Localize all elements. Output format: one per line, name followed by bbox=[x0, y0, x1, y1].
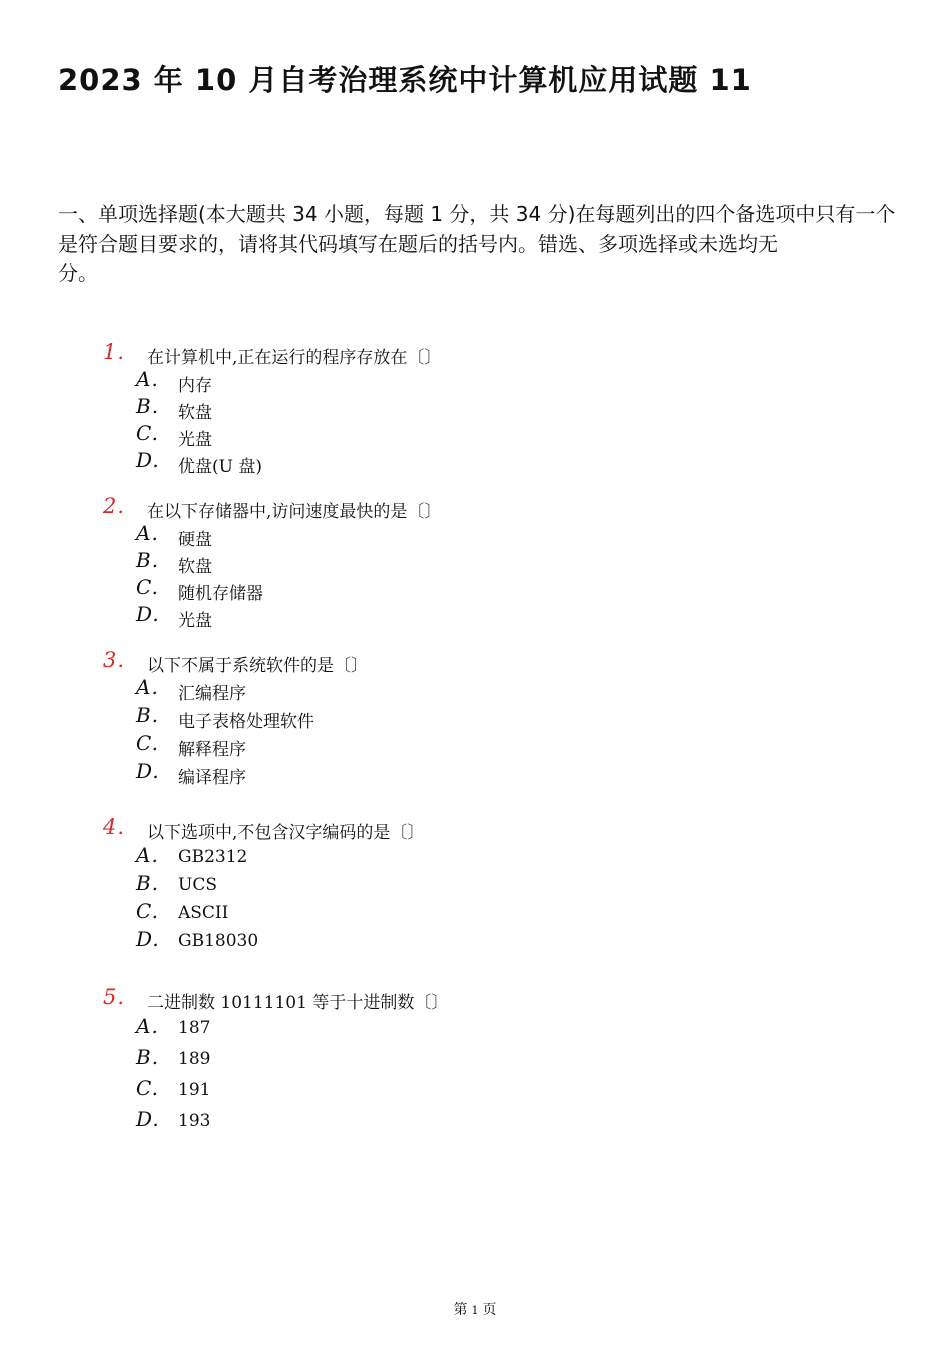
option-a bbox=[103, 1014, 803, 1045]
option-b bbox=[103, 548, 803, 575]
option-text: 187 bbox=[178, 1018, 211, 1038]
page-number: 1 bbox=[471, 1304, 479, 1317]
option-text: 解释程序 bbox=[178, 740, 246, 760]
question-2 bbox=[103, 494, 803, 629]
option-text: 软盘 bbox=[178, 557, 212, 577]
option-text: 光盘 bbox=[178, 430, 212, 450]
option-d bbox=[103, 602, 803, 629]
option-letter: B. bbox=[136, 1045, 160, 1069]
option-letter: A. bbox=[136, 521, 159, 545]
question-4 bbox=[103, 815, 803, 955]
page-footer bbox=[0, 1299, 950, 1319]
option-c bbox=[103, 731, 803, 759]
option-b bbox=[103, 703, 803, 731]
option-letter: D. bbox=[136, 602, 160, 626]
question-text: 在以下存储器中,访问速度最快的是〔〕 bbox=[147, 502, 442, 522]
option-letter: C. bbox=[136, 731, 159, 755]
question-number: 2. bbox=[103, 494, 126, 518]
option-c bbox=[103, 421, 803, 448]
option-d bbox=[103, 927, 803, 955]
option-text: 内存 bbox=[178, 376, 212, 396]
option-text: 光盘 bbox=[178, 611, 212, 631]
option-letter: C. bbox=[136, 575, 159, 599]
question-3 bbox=[103, 648, 803, 787]
option-text: GB2312 bbox=[178, 847, 248, 867]
footer-prefix: 第 bbox=[453, 1302, 468, 1318]
section-intro-main: 一、单项选择题(本大题共 34 小题，每题 1 分，共 34 分)在每题列出的四个备选项中只有一个是符合题目要求的，请将其代码填写在题后的括号内。错选、多项选择或未选均无 bbox=[58, 202, 896, 256]
option-text: UCS bbox=[178, 875, 217, 895]
option-a bbox=[103, 675, 803, 703]
option-text: 193 bbox=[178, 1111, 211, 1131]
option-letter: B. bbox=[136, 394, 160, 418]
option-letter: A. bbox=[136, 1014, 159, 1038]
option-letter: B. bbox=[136, 548, 160, 572]
option-text: 编译程序 bbox=[178, 768, 246, 788]
option-letter: A. bbox=[136, 367, 159, 391]
option-c bbox=[103, 575, 803, 602]
option-text: 189 bbox=[178, 1049, 211, 1069]
option-text: ASCII bbox=[178, 903, 229, 923]
question-5 bbox=[103, 985, 803, 1138]
option-text: 软盘 bbox=[178, 403, 212, 423]
question-number: 3. bbox=[103, 648, 126, 672]
option-a bbox=[103, 843, 803, 871]
option-letter: C. bbox=[136, 1076, 159, 1100]
document-title: 2023 年 10 月自考治理系统中计算机应用试题 11 bbox=[58, 63, 752, 97]
section-intro bbox=[58, 200, 900, 289]
section-intro-continuation: 分。 bbox=[58, 261, 98, 285]
option-b bbox=[103, 394, 803, 421]
option-text: 硬盘 bbox=[178, 530, 212, 550]
option-b bbox=[103, 1045, 803, 1076]
question-text: 以下不属于系统软件的是〔〕 bbox=[147, 656, 368, 676]
question-1 bbox=[103, 340, 803, 475]
option-letter: B. bbox=[136, 703, 160, 727]
option-letter: A. bbox=[136, 675, 159, 699]
option-a bbox=[103, 521, 803, 548]
option-c bbox=[103, 899, 803, 927]
question-text: 以下选项中,不包含汉字编码的是〔〕 bbox=[147, 823, 425, 843]
option-text: 191 bbox=[178, 1080, 211, 1100]
question-text: 在计算机中,正在运行的程序存放在〔〕 bbox=[147, 348, 442, 368]
question-text: 二进制数 10111101 等于十进制数〔〕 bbox=[147, 993, 449, 1013]
option-b bbox=[103, 871, 803, 899]
option-text: 随机存储器 bbox=[178, 584, 263, 604]
option-letter: D. bbox=[136, 927, 160, 951]
option-text: 汇编程序 bbox=[178, 684, 246, 704]
question-number: 1. bbox=[103, 340, 126, 364]
option-letter: D. bbox=[136, 1107, 160, 1131]
option-text: GB18030 bbox=[178, 931, 259, 951]
option-letter: D. bbox=[136, 448, 160, 472]
option-a bbox=[103, 367, 803, 394]
option-c bbox=[103, 1076, 803, 1107]
option-letter: A. bbox=[136, 843, 159, 867]
footer-suffix: 页 bbox=[482, 1302, 497, 1318]
option-letter: B. bbox=[136, 871, 160, 895]
option-text: 电子表格处理软件 bbox=[178, 712, 314, 732]
option-text: 优盘(U 盘) bbox=[178, 457, 262, 477]
option-d bbox=[103, 759, 803, 787]
option-letter: C. bbox=[136, 899, 159, 923]
option-letter: C. bbox=[136, 421, 159, 445]
option-letter: D. bbox=[136, 759, 160, 783]
option-d bbox=[103, 448, 803, 475]
question-number: 5. bbox=[103, 985, 126, 1009]
option-d bbox=[103, 1107, 803, 1138]
question-number: 4. bbox=[103, 815, 126, 839]
